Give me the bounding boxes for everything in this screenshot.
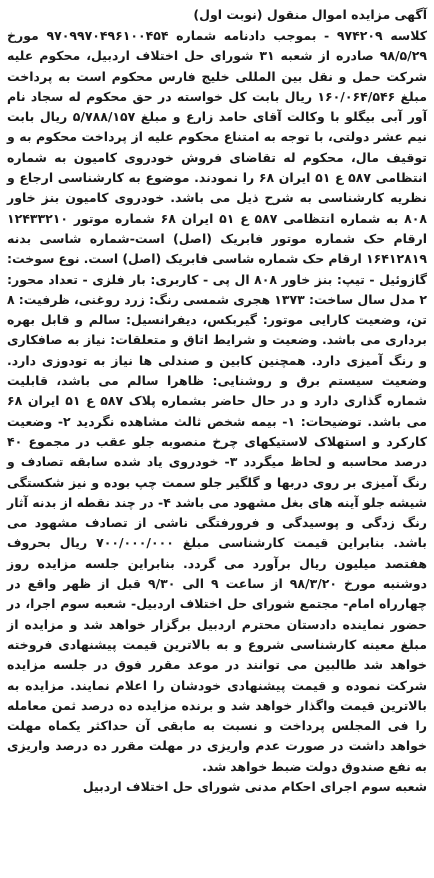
notice-title: آگهی مزایده اموال منقول (نوبت اول) bbox=[193, 7, 427, 22]
notice-paragraph: کلاسه ۹۷۴۲۰۹ - بموجب دادنامه شماره ۹۷۰۹۹۷۰۴۹۶۱۰۰۴۵۴ مورخ ۹۸/۵/۲۹ صادره از شعبه ۳۱ شورای حل اختلاف اردبیل، محکوم علیه شرکت حمل و نقل بین المللی خلیج فارس محکوم است به پرداخت مبلغ ۱۶۰/۰۶۴/۵۴۶ ریال بابت کل خواسته در حق محکوم له سجاد نام آور آبی بیگلو با وکالت آقای حامد زارع و مبلغ ۵/۷۸۸/۱۵۷ ریال بابت نیم عشر دولتی، با توجه به امتناع محکوم علیه از پرداخت محکوم به و توقیف مال، محکوم له تقاضای فروش خودروی کامیون به شماره انتظامی ۵۸۷ ع ۵۱ ایران ۶۸ را نمودند. موضوع به کارشناسی ارجاع و نظریه کارشناسی به شرح ذیل می باشد. خودروی کامیون بنز خاور ۸۰۸ به شماره انتظامی ۵۸۷ ع ۵۱ ایران ۶۸ شماره موتور ۱۲۴۳۳۲۱۰ ارقام حک شماره موتور فابریک (اصل) است-شماره شاسی بدنه ۱۶۴۱۲۸۱۹ ارقام حک شماره شاسی فابریک (اصل) است. نوع سوخت: گازوئیل - تیپ: بنز خاور ۸۰۸ ال پی - کاربری: بار فلزی - تعداد محور: ۲ مدل سال ساخت: ۱۳۷۳ هجری شمسی رنگ: زرد روغنی، ظرفیت: ۸ تن، وضعیت کارایی موتور: گیربکس، دیفرانسیل: سالم و قابل بهره برداری می باشد. وضعیت و شرایط اتاق و متعلقات: نیاز به صافکاری و رنگ آمیزی دارد. همچنین کابین و صندلی ها نیاز به تودوزی دارد. وضعیت سیستم برق و روشنایی: ظاهرا سالم می باشد، قابلیت شماره گذاری دارد و در حال حاضر بشماره پلاک ۵۸۷ ع ۵۱ ایران ۶۸ می باشد. توضیحات: ۱- بیمه شخص ثالث مشاهده نگردید ۲- وضعیت کارکرد و استهلاک لاستیکهای چرخ منصوبه جلو عقب در مجموع ۴۰ درصد محاسبه و لحاظ میگردد ۳- خودروی یاد شده سابقه تصادف و رنگ آمیزی بر روی دربها و گلگیر جلو سمت چپ بوده و نیز شکستگی شیشه جلو آینه های بغل مشهود می باشد ۴- در چند نقطه از بدنه آثار رنگ زدگی و پوسیدگی و فرورفتگی ناشی از تصادف مشهود می باشد. بنابراین قیمت کارشناسی مبلغ ۷۰۰/۰۰۰/۰۰۰ ریال بحروف هفتصد میلیون ریال برآورد می گردد. بنابراین جلسه مزایده روز دوشنبه مورخ ۹۸/۳/۲۰ از ساعت ۹ الی ۹/۳۰ قبل از ظهر واقع در چهارراه امام- مجتمع شورای حل اختلاف اردبیل- شعبه سوم اجرا، در حضور نماینده دادستان محترم اردبیل برگزار خواهد شد و مزایده از مبلغ معینه کارشناسی شروع و به بالاترین قیمت پیشنهادی فروخته خواهد شد طالبین می توانند در موعد مقرر فوق در جلسه مزایده شرکت نموده و قیمت پیشنهادی خودشان را اعلام نمایند. مزایده به بالاترین قیمت واگذار خواهد شد و برنده مزایده ده درصد ثمن معامله را فی المجلس پرداخت و نسبت به مابقی آن حداکثر یکماه مهلت خواهد داشت در صورت عدم واریزی در مهلت مقرر ده درصد واریزی به نفع صندوق دولت ضبط خواهد شد. bbox=[7, 28, 428, 774]
notice-body bbox=[7, 26, 427, 777]
notice-signature: شعبه سوم اجرای احکام مدنی شورای حل اختلاف اردبیل bbox=[82, 778, 427, 794]
